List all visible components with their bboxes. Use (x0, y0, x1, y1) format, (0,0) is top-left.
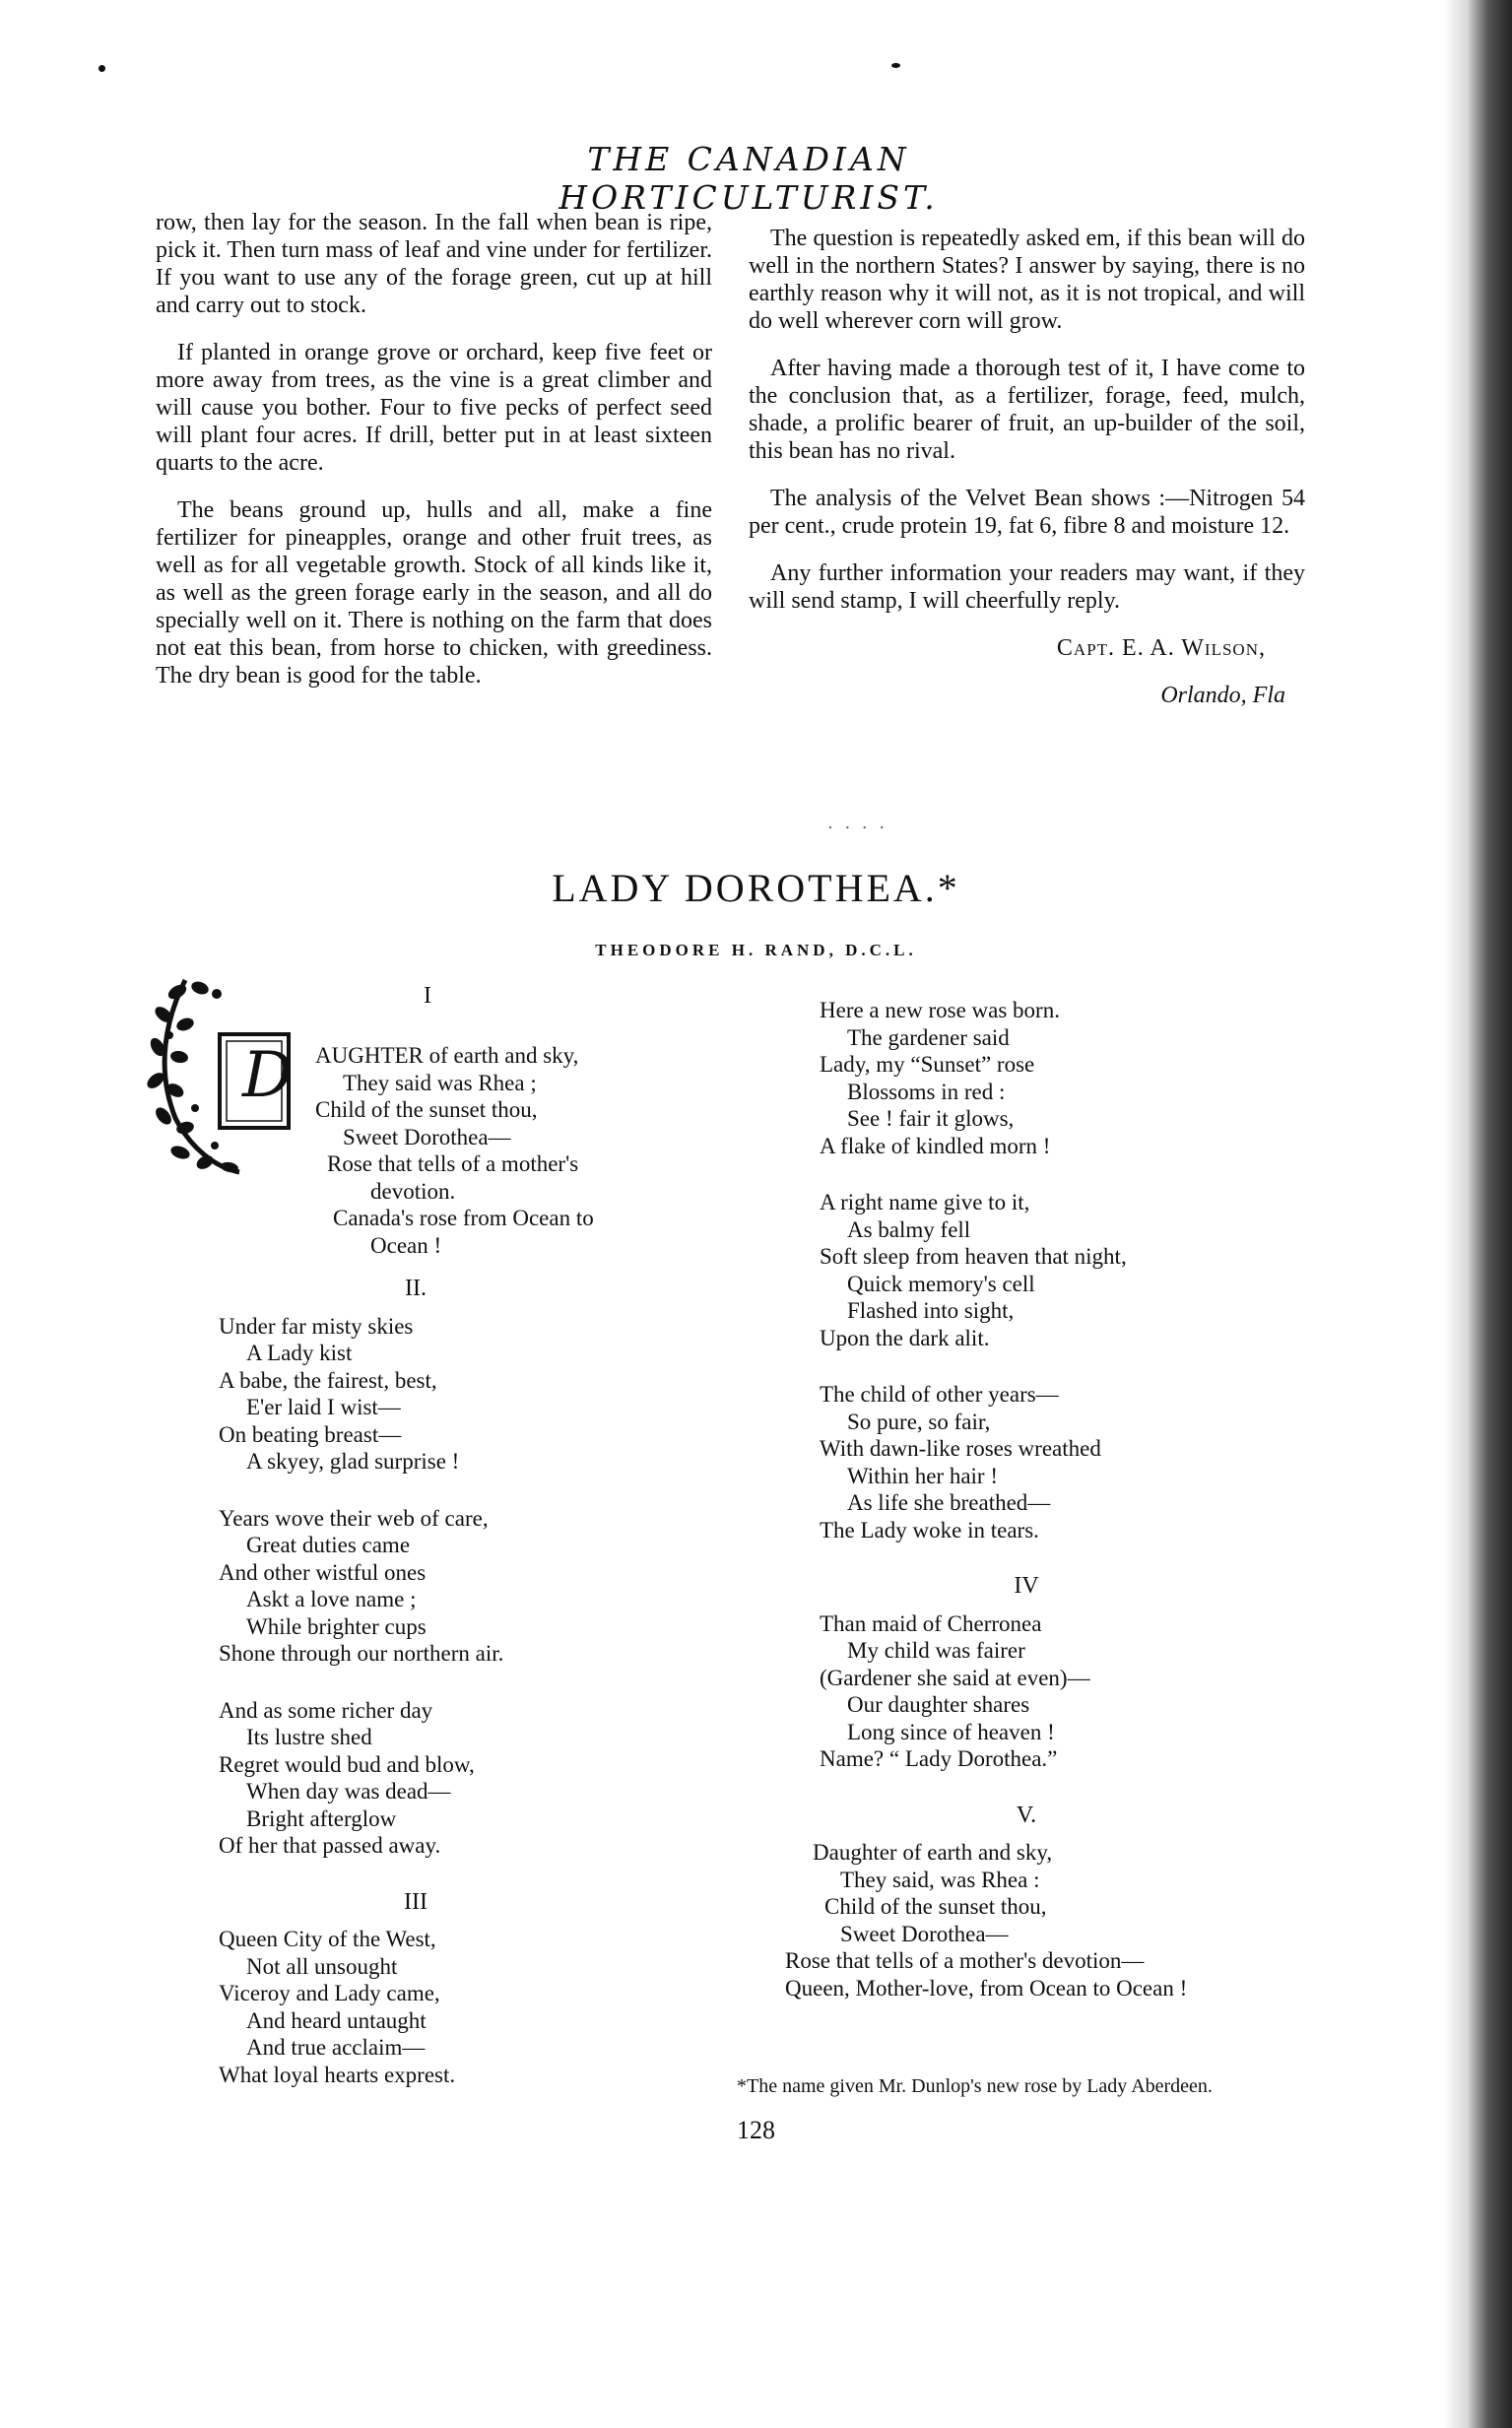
poem-line: Blossoms in red : (847, 1079, 1006, 1104)
poem-line: AUGHTER of earth and sky, (315, 1043, 579, 1068)
poem-line: As balmy fell (847, 1216, 971, 1242)
stanza (219, 1926, 731, 2088)
poem-line: See ! fair it glows, (847, 1106, 1015, 1131)
article-right-column (749, 225, 1305, 729)
poem-line: Quick memory's cell (847, 1271, 1035, 1296)
poem-line: When day was dead— (246, 1779, 451, 1804)
section-3-numeral: III (404, 1888, 427, 1915)
author-place: Orlando, Fla (1160, 683, 1285, 708)
poem-line: The gardener said (847, 1024, 1010, 1050)
poem-line: And heard untaught (246, 2007, 427, 2033)
poem-line: Long since of heaven ! (847, 1719, 1055, 1744)
poem-line: Shone through our northern air. (219, 1641, 504, 1666)
poem-line: Child of the sunset thou, (315, 1097, 538, 1122)
stanza (219, 1697, 731, 1860)
poem-line: Sweet Dorothea— (840, 1921, 1009, 1946)
poem-right-column (785, 997, 1332, 2031)
poem-line: Askt a love name ; (246, 1587, 417, 1611)
poem-line: They said, was Rhea : (840, 1867, 1040, 1892)
section-4-numeral: IV (1014, 1573, 1039, 1599)
stanza (820, 1381, 1332, 1543)
section-5-numeral: V. (1016, 1802, 1037, 1828)
poem-line: E'er laid I wist— (246, 1395, 401, 1419)
dropcap-letter: D (242, 1039, 294, 1112)
poem-line: A right name give to it, (820, 1190, 1030, 1214)
stanza (219, 1313, 731, 1476)
poem-line: Queen City of the West, (219, 1927, 436, 1951)
article-paragraph: If planted in orange grove or orchard, keep five feet or more away from trees, as the vine is a great climber and will cause you bother. Four to five pecks of perfect seed will plant four acres. If drill, better put in at least sixteen quarts to the acre. (156, 340, 712, 476)
running-head: THE CANADIAN HORTICULTURIST. (559, 140, 939, 217)
poem-line: Sweet Dorothea— (343, 1124, 511, 1149)
poem-line: Our daughter shares (847, 1692, 1030, 1717)
article-left-column (156, 209, 712, 709)
poem-line: Regret would bud and blow, (219, 1751, 475, 1777)
poem-line: Of her that passed away. (219, 1833, 441, 1858)
poem-line: A flake of kindled morn ! (820, 1133, 1051, 1158)
poem-line: Soft sleep from heaven that night, (820, 1244, 1127, 1269)
poem-line: And other wistful ones (219, 1559, 427, 1585)
footnote: *The name given Mr. Dunlop's new rose by Lady Aberdeen. (737, 2075, 1213, 2097)
stanza-section-1 (315, 1042, 729, 1259)
poem-line: Great duties came (246, 1533, 411, 1557)
stanza (820, 1189, 1332, 1351)
poem-left-column (219, 1276, 731, 2118)
stanza (785, 1839, 1332, 2001)
poem-line: So pure, so fair, (847, 1409, 991, 1434)
poem-title: LADY DOROTHEA.* (552, 866, 960, 910)
foliage-ornament-icon (146, 970, 333, 1177)
poem-line: The Lady woke in tears. (820, 1517, 1039, 1542)
stanza (219, 1505, 731, 1668)
poem-line: Upon the dark alit. (820, 1325, 990, 1350)
section-1-numeral: I (424, 983, 431, 1009)
poem-line: They said was Rhea ; (343, 1070, 537, 1095)
scan-speck (891, 63, 900, 68)
poem-line: Its lustre shed (246, 1725, 372, 1749)
poem-line: And true acclaim— (246, 2035, 426, 2060)
poem-line: Bright afterglow (246, 1805, 397, 1831)
article-paragraph: After having made a thorough test of it, I have come to the conclusion that, as a fertilizer, forage, feed, mulch, shade, a prolific bearer of fruit, an up-builder of the soil, this bean has no rival. (749, 356, 1305, 464)
poem-line: Lady, my “Sunset” rose (820, 1052, 1035, 1077)
poem-line: Within her hair ! (847, 1463, 998, 1488)
poem-line: Years wove their web of care, (219, 1505, 489, 1531)
page-number: 128 (737, 2116, 775, 2144)
poem-line: Queen, Mother-love, from Ocean to Ocean ! (785, 1975, 1188, 2001)
poem-line: On beating breast— (219, 1421, 402, 1447)
poem-author: THEODORE H. RAND, D.C.L. (595, 941, 917, 959)
article-paragraph: The analysis of the Velvet Bean shows :—Nitrogen 54 per cent., crude protein 19, fat 6, fibre 8 and moisture 12. (749, 486, 1305, 539)
poem-line: While brighter cups (246, 1613, 427, 1639)
poem-line: Rose that tells of a mother's (327, 1151, 579, 1176)
poem-line: And as some richer day (219, 1697, 433, 1723)
poem-line: Under far misty skies (219, 1313, 414, 1339)
poem-line: The child of other years— (820, 1382, 1059, 1407)
poem-line: What loyal hearts exprest. (219, 2062, 456, 2087)
poem-line: As life she breathed— (847, 1490, 1051, 1515)
poem-line: Than maid of Cherronea (820, 1610, 1042, 1636)
article-paragraph: The question is repeatedly asked em, if this bean will do well in the northern States? I answer by saying, there is no earthly reason why it will not, as it is not tropical, and will do well wherever corn will grow. (749, 226, 1305, 334)
author-signature: Capt. E. A. Wilson, (1056, 635, 1266, 661)
stanza (820, 1610, 1332, 1773)
article-paragraph: The beans ground up, hulls and all, make a fine fertilizer for pineapples, orange and other fruit trees, as well as for all vegetable growth. Stock of all kinds like it, as well as the green forage early in the season, and all do specially well on it. There is nothing on the farm that does not eat this bean, from horse to chicken, with greediness. The dry bean is good for the table. (156, 497, 712, 689)
poem-line: Canada's rose from Ocean to (333, 1206, 594, 1230)
poem-line: Ocean ! (370, 1232, 442, 1258)
poem-line: devotion. (370, 1178, 456, 1204)
stanza (820, 997, 1332, 1159)
article-paragraph: row, then lay for the season. In the fall when bean is ripe, pick it. Then turn mass of leaf and vine under for fertilizer. If you want to use any of the forage green, cut up at hill and carry out to stock. (156, 210, 712, 318)
poem-line: Child of the sunset thou, (824, 1894, 1047, 1919)
poem-line: My child was fairer (847, 1638, 1025, 1663)
poem-line: Name? “ Lady Dorothea.” (820, 1746, 1058, 1771)
poem-line: (Gardener she said at even)— (820, 1665, 1090, 1690)
poem-line: Daughter of earth and sky, (813, 1840, 1053, 1865)
poem-line: A skyey, glad surprise ! (246, 1449, 460, 1474)
poem-line: With dawn-like roses wreathed (820, 1436, 1101, 1461)
poem-line: Not all unsought (246, 1953, 398, 1979)
poem-line: Here a new rose was born. (820, 998, 1060, 1022)
poem-line: Rose that tells of a mother's devotion— (785, 1948, 1145, 1973)
page-scan-edge (1443, 0, 1512, 2428)
scan-speck (99, 65, 105, 72)
ornamental-dropcap (146, 970, 333, 1177)
poem-line: Viceroy and Lady came, (219, 1981, 440, 2005)
poem-line: A babe, the fairest, best, (219, 1367, 437, 1393)
poem-line: Flashed into sight, (847, 1298, 1015, 1323)
article-paragraph: Any further information your readers may want, if they will send stamp, I will cheerfully reply. (749, 560, 1305, 614)
poem-line: A Lady kist (246, 1341, 353, 1365)
section-divider: . . . . (827, 813, 888, 833)
section-2-numeral: II. (405, 1276, 427, 1301)
